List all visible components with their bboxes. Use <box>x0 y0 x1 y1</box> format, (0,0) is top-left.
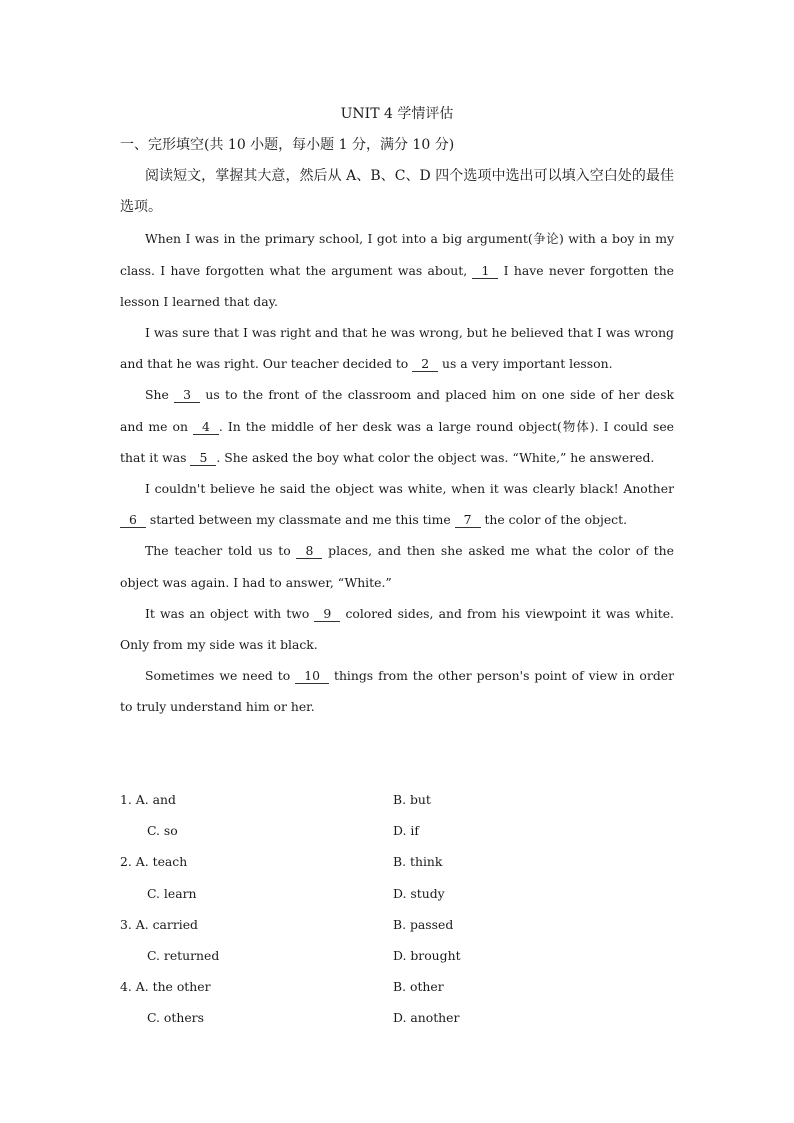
option-d: D. study <box>393 885 445 901</box>
passage-paragraph: I couldn't believe he said the object was white, when it was clearly black! Another 6 started between my classmate and me this time 7 the color of the object. <box>120 473 674 535</box>
question-row <box>120 784 680 815</box>
option-a: 3. A. carried <box>120 916 198 932</box>
option-c: C. returned <box>147 947 220 963</box>
blank-7: 7 <box>455 513 481 528</box>
question-row <box>120 909 680 940</box>
option-c: C. learn <box>147 885 197 901</box>
blank-8: 8 <box>296 544 322 559</box>
passage-body <box>120 161 674 723</box>
question-row <box>120 940 680 971</box>
blank-5: 5 <box>190 451 216 466</box>
blank-4: 4 <box>193 420 219 435</box>
passage-paragraph: Sometimes we need to 10 things from the other person's point of view in order to truly understand him or her. <box>120 668 675 715</box>
passage <box>120 223 674 722</box>
passage-paragraph: The teacher told us to 8 places, and then she asked me what the color of the object was again. I had to answer, “White.” <box>120 543 674 590</box>
question-row <box>120 815 680 846</box>
option-d: D. brought <box>393 947 461 963</box>
blank-3: 3 <box>174 388 200 403</box>
blank-1: 1 <box>472 264 498 279</box>
option-a: 2. A. teach <box>120 854 188 870</box>
option-b: B. but <box>393 792 431 807</box>
option-d: D. if <box>393 823 419 839</box>
blank-9: 9 <box>314 607 340 622</box>
section-heading: 一、完形填空(共 10 小题，每小题 1 分，满分 10 分) <box>120 137 455 153</box>
blank-10: 10 <box>295 669 329 684</box>
page-title: UNIT 4 学情评估 <box>340 106 454 122</box>
option-c: C. so <box>147 823 178 839</box>
option-b: B. think <box>393 854 443 870</box>
passage-paragraph: When I was in the primary school, I got into a big argument(争论) with a boy in my class. I have forgotten what the argument was about, 1 I have never forgotten the lesson I learned that day. <box>120 231 675 309</box>
passage-paragraph: It was an object with two 9 colored sides, and from his viewpoint it was white. Only from my side was it black. <box>120 605 674 653</box>
option-b: B. other <box>393 979 444 995</box>
passage-paragraph: She 3 us to the front of the classroom and placed him on one side of her desk and me on 4 . In the middle of her desk was a large round object(物体). I could see that it was 5 . She asked the boy what color the object was. “White,” he answered. <box>120 387 674 465</box>
question-row <box>120 846 680 877</box>
question-row <box>120 1002 680 1033</box>
passage-paragraph: I was sure that I was right and that he was wrong, but he believed that I was wrong and that he was right. Our teacher decided to 2 us a very important lesson. <box>120 325 674 372</box>
option-b: B. passed <box>393 916 454 932</box>
option-a: 4. A. the other <box>120 979 211 995</box>
instruction-paragraph: 阅读短文，掌握其大意，然后从 A、B、C、D 四个选项中选出可以填入空白处的最佳选项。 <box>120 168 674 216</box>
blank-6: 6 <box>120 513 146 528</box>
question-row <box>120 878 680 909</box>
option-c: C. others <box>147 1010 204 1026</box>
option-a: 1. A. and <box>120 792 176 807</box>
option-d: D. another <box>393 1010 460 1026</box>
question-row <box>120 971 680 1002</box>
question-options <box>120 784 680 1034</box>
blank-2: 2 <box>412 357 438 372</box>
